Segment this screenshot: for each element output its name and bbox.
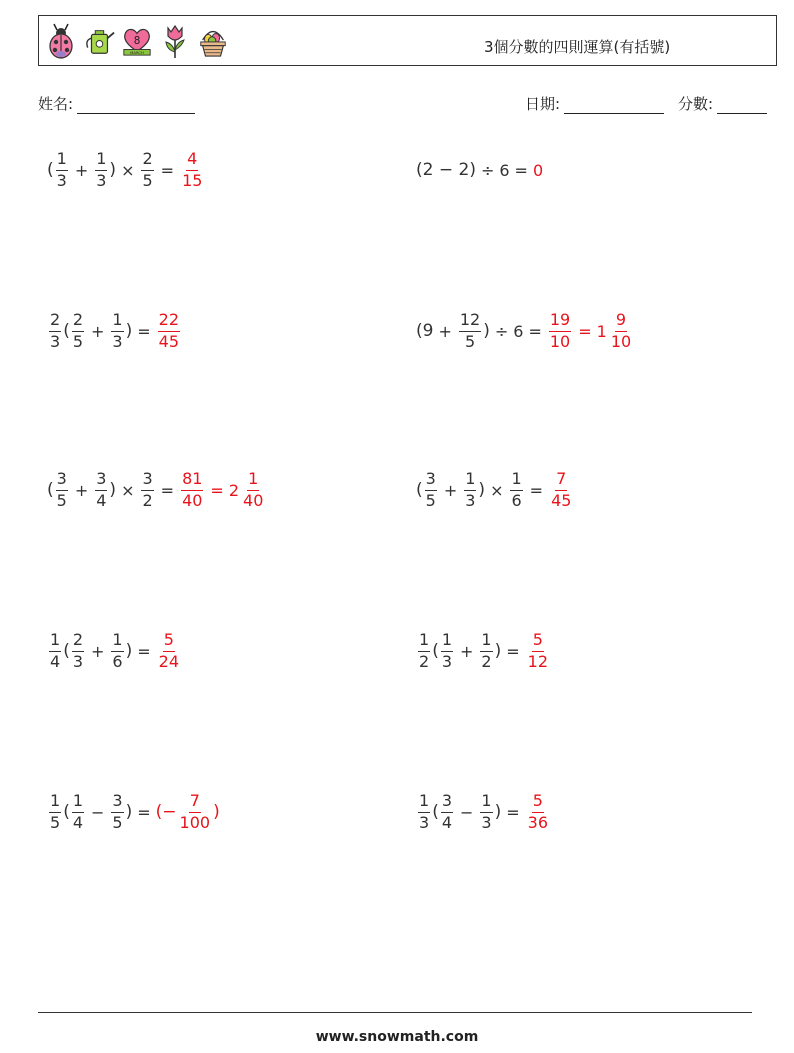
operator: = <box>137 641 151 661</box>
denominator: 2 <box>142 490 153 510</box>
numerator: 9 <box>615 311 627 331</box>
operator: + <box>91 321 105 341</box>
fraction <box>181 150 203 190</box>
numerator: 3 <box>56 470 68 490</box>
numerator: 1 <box>111 631 123 651</box>
denominator: 45 <box>551 490 572 510</box>
fraction <box>480 792 492 832</box>
denominator: 4 <box>50 651 61 671</box>
numerator: 3 <box>141 470 153 490</box>
fraction <box>464 470 476 510</box>
problem-expression <box>416 311 547 351</box>
parenthesis: ( <box>63 802 70 822</box>
numerator: 1 <box>49 792 61 812</box>
denominator: 10 <box>610 331 632 351</box>
operator: + <box>438 321 452 341</box>
problem-item <box>416 465 574 515</box>
whole-number: 2 <box>228 480 240 500</box>
worksheet-header <box>38 15 777 66</box>
denominator: 40 <box>243 490 264 510</box>
numerator: 1 <box>510 470 522 490</box>
date-label: 日期: <box>525 95 561 113</box>
numerator: 5 <box>532 631 544 651</box>
numerator: 19 <box>549 311 571 331</box>
denominator: 36 <box>527 812 549 832</box>
numerator: 3 <box>111 792 123 812</box>
calendar-month: MARCH <box>130 51 144 56</box>
operator: ÷ <box>480 160 495 180</box>
footer-url: www.snowmath.com <box>315 1029 479 1045</box>
numerator: 2 <box>49 311 61 331</box>
problem-item <box>416 306 634 356</box>
fraction <box>95 150 107 190</box>
numerator: 12 <box>459 311 481 331</box>
denominator: 3 <box>96 170 107 190</box>
parenthesis: ) <box>478 480 486 500</box>
numerator: 1 <box>247 470 259 490</box>
parenthesis: ) <box>109 160 117 180</box>
problem-item <box>416 787 551 837</box>
parenthesis: ( <box>416 480 423 500</box>
operator: × <box>490 480 504 500</box>
footer-divider <box>38 1012 752 1013</box>
score-field <box>678 93 767 114</box>
denominator: 6 <box>511 490 522 510</box>
parenthesis: ) <box>213 802 220 822</box>
answer <box>547 311 634 351</box>
problem-item <box>416 626 551 676</box>
numerator: 2 <box>72 311 84 331</box>
fraction <box>95 470 107 510</box>
fraction <box>527 792 549 832</box>
score-blank[interactable] <box>717 98 767 114</box>
parenthesis: ( <box>47 160 54 180</box>
problem-item <box>47 306 182 356</box>
answer <box>525 631 551 671</box>
operator: = <box>578 321 592 341</box>
numerator: 3 <box>95 470 107 490</box>
numerator: 1 <box>480 631 492 651</box>
problem-expression <box>47 150 179 190</box>
number: 0 <box>532 160 544 180</box>
denominator: 12 <box>527 651 549 671</box>
fraction <box>72 631 84 671</box>
denominator: 3 <box>72 651 84 671</box>
parenthesis: ) <box>125 802 133 822</box>
denominator: 40 <box>182 490 203 510</box>
numerator: 1 <box>111 311 123 331</box>
numerator: 3 <box>441 792 453 812</box>
numerator: 1 <box>441 631 453 651</box>
parenthesis: ) <box>494 641 502 661</box>
operator: = <box>210 480 224 500</box>
denominator: 5 <box>56 490 67 510</box>
operator: + <box>74 480 89 500</box>
denominator: 3 <box>481 812 492 832</box>
denominator: 100 <box>179 812 211 832</box>
parenthesis: (− <box>155 802 177 822</box>
date-blank[interactable] <box>564 98 664 114</box>
numerator: 1 <box>480 792 492 812</box>
operator: × <box>121 480 135 500</box>
parenthesis: ( <box>47 480 54 500</box>
name-label: 姓名: <box>38 95 74 113</box>
fraction <box>527 631 549 671</box>
operator: + <box>74 160 89 180</box>
fraction <box>111 792 123 832</box>
numerator: 5 <box>532 792 544 812</box>
denominator: 4 <box>96 490 107 510</box>
header-icons <box>45 21 229 61</box>
denominator: 4 <box>72 812 84 832</box>
parenthesis: ) <box>494 802 502 822</box>
fraction <box>181 470 203 510</box>
parenthesis: ) <box>483 321 490 341</box>
denominator: 5 <box>112 812 123 832</box>
denominator: 6 <box>112 651 123 671</box>
parenthesis: ( <box>63 321 70 341</box>
numerator: 1 <box>418 792 430 812</box>
parenthesis: ( <box>432 641 439 661</box>
denominator: 5 <box>142 170 153 190</box>
denominator: 10 <box>549 331 571 351</box>
name-blank[interactable] <box>77 98 195 114</box>
numerator: 7 <box>555 470 567 490</box>
number: 6 <box>499 160 510 180</box>
numerator: 1 <box>72 792 84 812</box>
fraction <box>141 150 153 190</box>
heart-calendar-icon <box>121 21 153 61</box>
numerator: 5 <box>163 631 175 651</box>
easter-basket-icon <box>197 21 229 61</box>
denominator: 3 <box>465 490 476 510</box>
operator: = <box>137 802 151 822</box>
tulip-icon <box>159 21 191 61</box>
whole-number: 1 <box>596 321 607 341</box>
denominator: 3 <box>50 331 61 351</box>
denominator: 45 <box>158 331 180 351</box>
fraction <box>441 631 453 671</box>
problem-expression <box>47 792 156 832</box>
numerator: 1 <box>49 631 61 651</box>
ladybug-icon <box>45 21 77 61</box>
operator: = <box>137 321 151 341</box>
fraction <box>158 631 180 671</box>
fraction <box>459 311 481 351</box>
denominator: 5 <box>464 331 476 351</box>
fraction <box>111 311 123 351</box>
operator: − <box>91 802 105 822</box>
numerator: 4 <box>186 150 198 170</box>
score-label: 分數: <box>678 95 714 113</box>
fraction <box>72 311 84 351</box>
fraction <box>441 792 453 832</box>
denominator: 4 <box>441 812 453 832</box>
fraction <box>550 470 572 510</box>
answer <box>156 792 220 832</box>
fraction <box>111 631 123 671</box>
fraction <box>56 150 68 190</box>
answer <box>533 161 543 180</box>
fraction <box>49 792 61 832</box>
number: 6 <box>513 321 524 341</box>
operator: + <box>443 480 458 500</box>
problem-expression <box>47 470 179 510</box>
denominator: 5 <box>50 812 61 832</box>
numerator: 1 <box>464 470 476 490</box>
answer <box>179 150 205 190</box>
denominator: 3 <box>441 651 453 671</box>
parenthesis: (2 − 2) <box>416 160 476 180</box>
numerator: 22 <box>158 311 180 331</box>
fraction <box>418 631 430 671</box>
fraction <box>56 470 68 510</box>
problem-expression <box>47 311 156 351</box>
denominator: 3 <box>56 170 67 190</box>
parenthesis: ) <box>109 480 117 500</box>
numerator: 1 <box>418 631 430 651</box>
operator: = <box>514 160 528 180</box>
answer <box>156 311 182 351</box>
operator: = <box>160 480 175 500</box>
operator: = <box>529 480 544 500</box>
answer <box>525 792 551 832</box>
fraction <box>425 470 437 510</box>
answer <box>179 470 266 510</box>
operator: + <box>460 641 474 661</box>
fraction <box>510 470 522 510</box>
problem-item <box>47 626 182 676</box>
numerator: 3 <box>425 470 437 490</box>
fraction <box>480 631 492 671</box>
denominator: 24 <box>158 651 180 671</box>
fraction <box>158 311 180 351</box>
numerator: 2 <box>72 631 84 651</box>
problem-item <box>47 465 266 515</box>
fraction <box>610 311 632 351</box>
operator: + <box>91 641 105 661</box>
denominator: 5 <box>72 331 84 351</box>
problem-item <box>47 787 220 837</box>
numerator: 2 <box>141 150 153 170</box>
fraction <box>49 311 61 351</box>
parenthesis: ) <box>125 641 133 661</box>
denominator: 3 <box>419 812 430 832</box>
problem-expression <box>416 792 525 832</box>
operator: = <box>160 160 175 180</box>
fraction <box>49 631 61 671</box>
problem-expression <box>47 631 156 671</box>
denominator: 15 <box>182 170 203 190</box>
operator: = <box>506 802 520 822</box>
operator: ÷ <box>494 321 509 341</box>
date-field <box>525 93 664 114</box>
problem-expression <box>416 631 525 671</box>
answer <box>548 470 574 510</box>
problem-expression <box>416 470 548 510</box>
parenthesis: (9 <box>416 321 434 341</box>
operator: = <box>528 321 542 341</box>
fraction <box>242 470 264 510</box>
parenthesis: ( <box>432 802 439 822</box>
name-field <box>38 93 195 114</box>
denominator: 2 <box>481 651 492 671</box>
fraction <box>179 792 212 832</box>
watering-can-icon <box>83 21 115 61</box>
answer <box>156 631 182 671</box>
parenthesis: ( <box>63 641 70 661</box>
problem-item <box>416 145 543 195</box>
denominator: 5 <box>425 490 436 510</box>
numerator: 1 <box>56 150 68 170</box>
numerator: 81 <box>181 470 203 490</box>
worksheet-title: 3個分數的四則運算(有括號) <box>484 38 671 56</box>
problem-item <box>47 145 205 195</box>
fraction <box>141 470 153 510</box>
fraction <box>72 792 84 832</box>
numerator: 1 <box>95 150 107 170</box>
parenthesis: ) <box>125 321 133 341</box>
problem-expression <box>416 160 533 180</box>
operator: = <box>506 641 520 661</box>
fraction <box>549 311 571 351</box>
denominator: 3 <box>112 331 123 351</box>
operator: × <box>121 160 135 180</box>
numerator: 7 <box>189 792 201 812</box>
fraction <box>418 792 430 832</box>
operator: − <box>460 802 474 822</box>
calendar-day: 8 <box>133 34 141 47</box>
denominator: 2 <box>419 651 430 671</box>
